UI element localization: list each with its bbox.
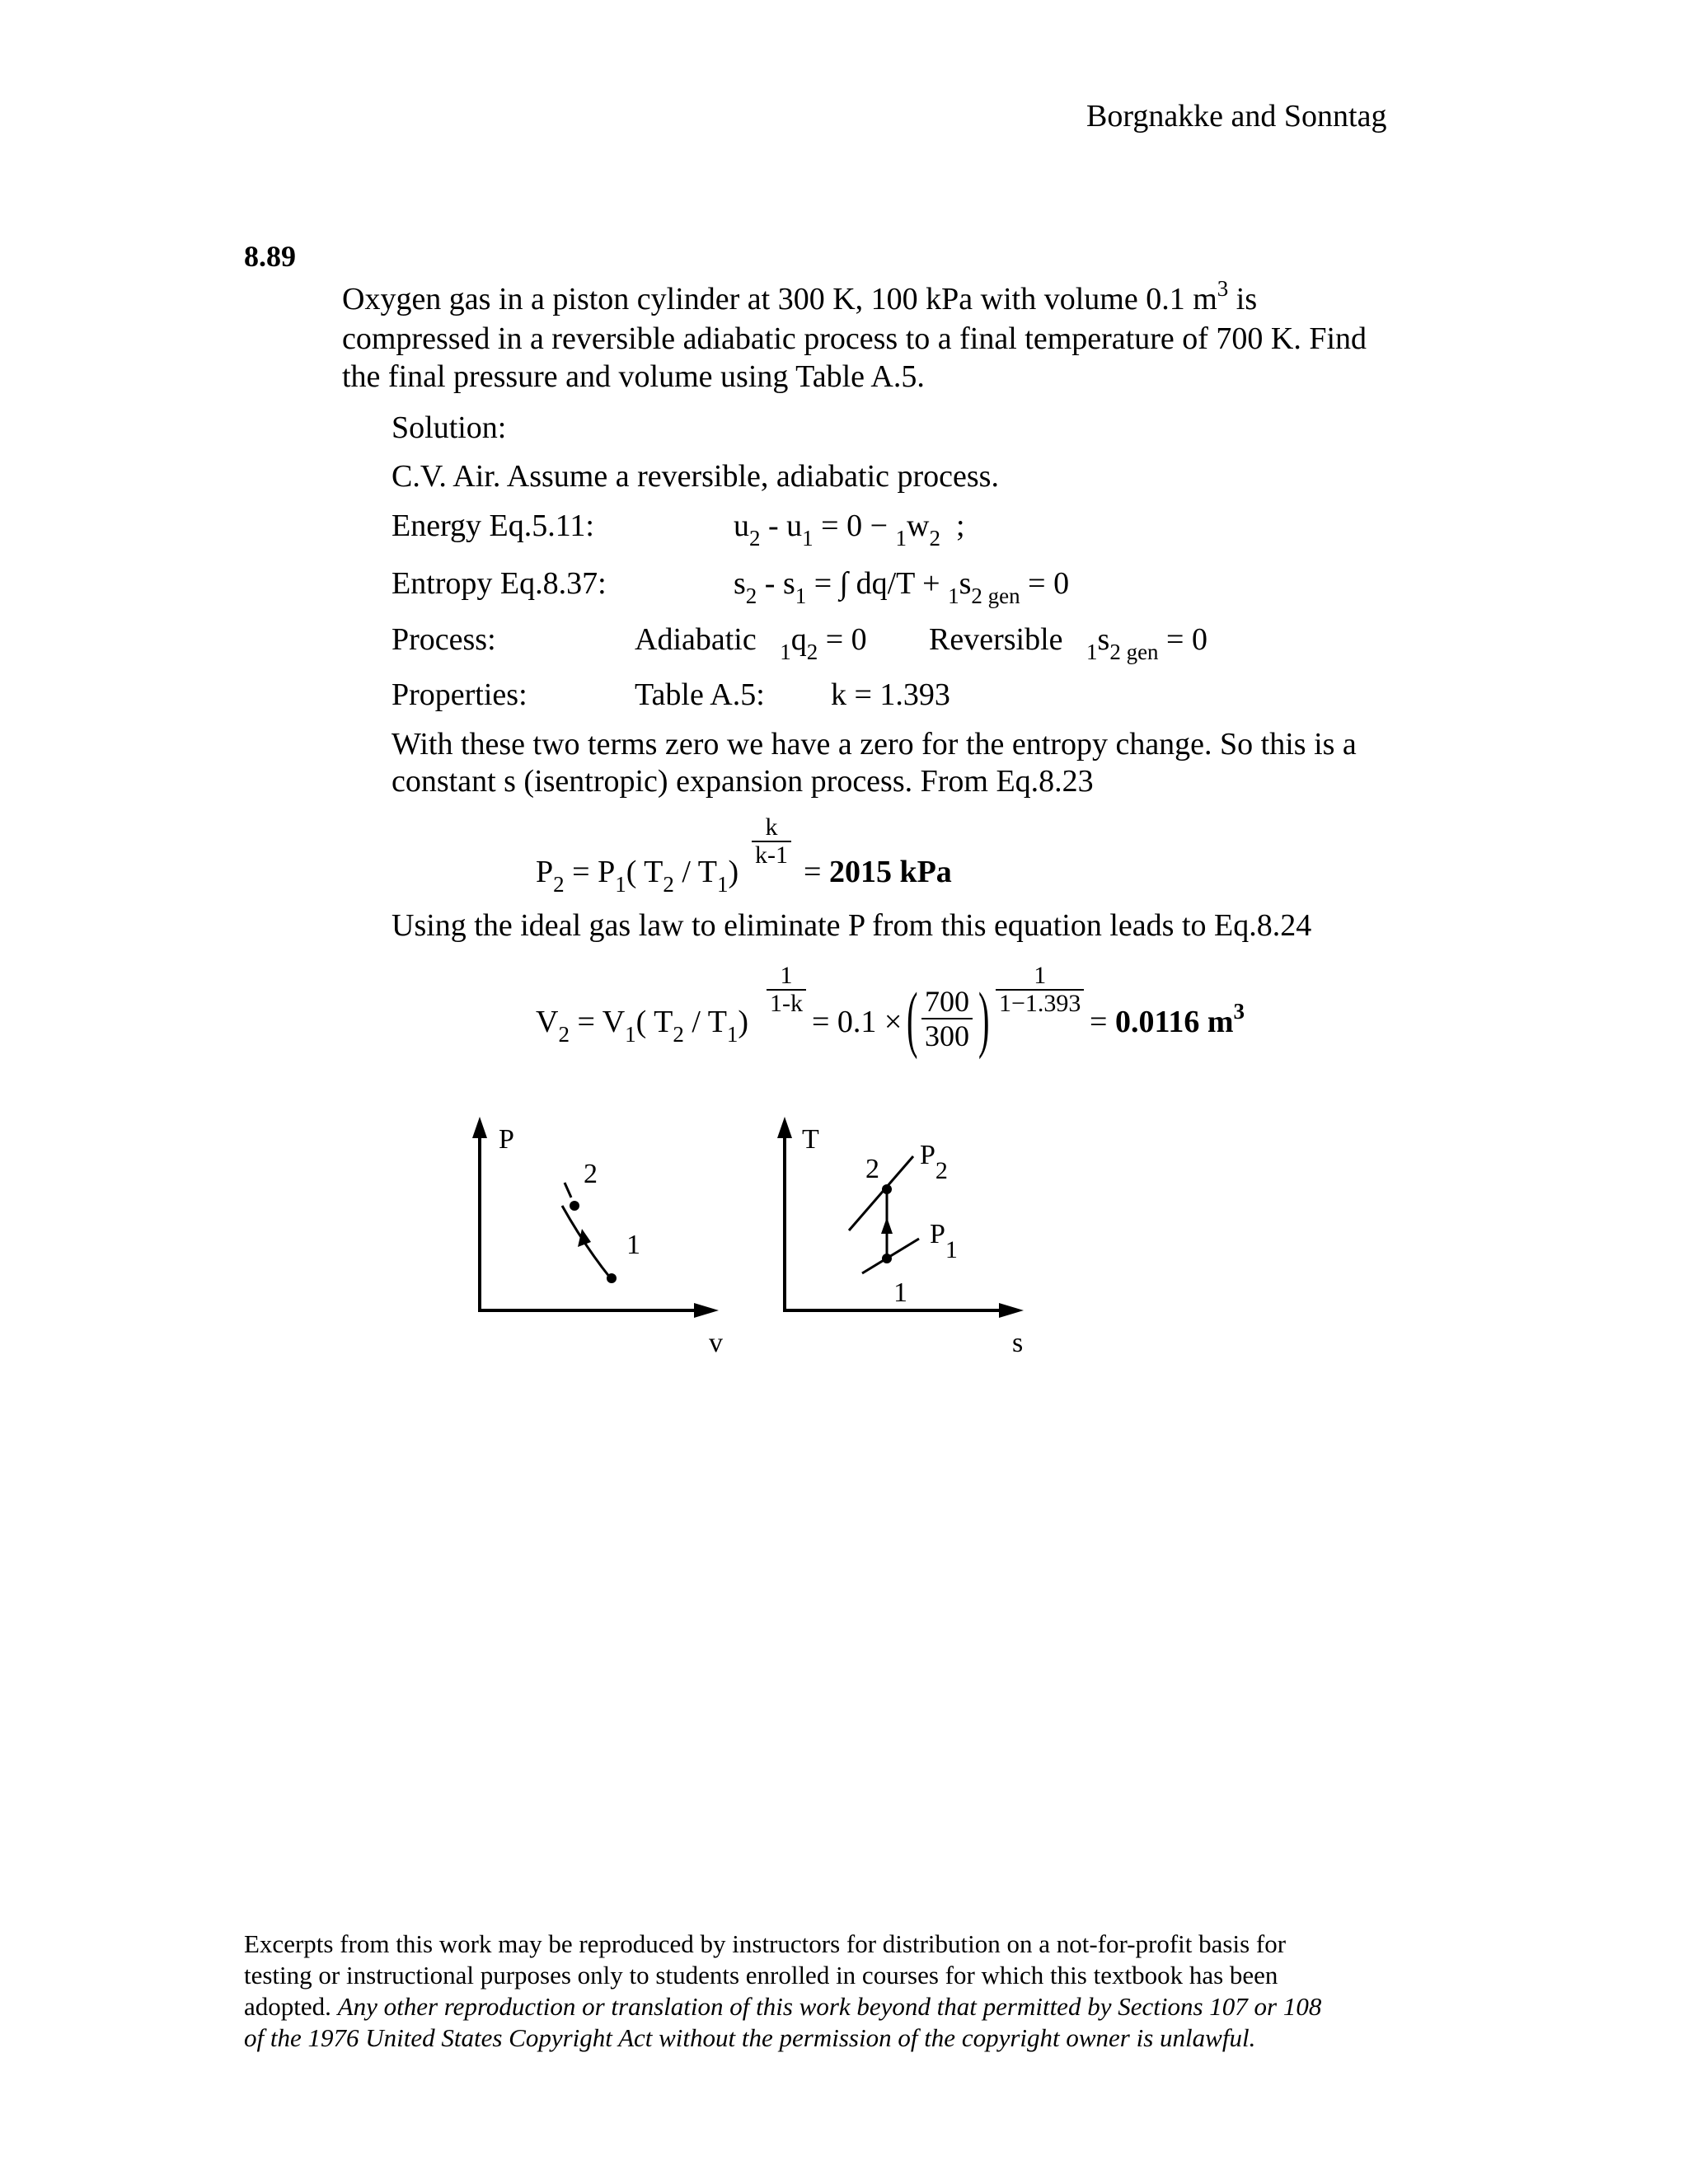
ts-y-axis-label: T — [802, 1124, 819, 1155]
solution-heading: Solution: — [392, 410, 507, 445]
footer-line-2: testing or instructional purposes only to students enrolled in courses for which this textbook has been — [244, 1961, 1278, 1990]
footer-line-3: adopted. Any other reproduction or translation of this work beyond that permitted by Sections 107 or 108 — [244, 1992, 1322, 2021]
v2-equation: $V_2 = V_1$( $T_2 / T_1$) — [536, 1005, 749, 1047]
ts-isobar-p2 — [849, 1156, 913, 1230]
paragraph-line-2: constant s (isentropic) expansion process. From Eq.8.23 — [392, 764, 1094, 799]
ts-x-arrowhead — [999, 1303, 1024, 1318]
pv-state-2-dot — [570, 1201, 579, 1211]
process-reversible: Reversible $_1s_{2 gen} = 0$ — [929, 622, 1207, 664]
page-header-authors: Borgnakke and Sonntag — [1086, 99, 1387, 134]
temperature-ratio-fraction: $\frac{700}{300}$ — [921, 985, 973, 1052]
left-parenthesis: ( — [907, 978, 918, 1060]
footer-line-4: of the 1976 United States Copyright Act without the permission of the copyright owner is unlawful. — [244, 2023, 1256, 2052]
energy-equation: $u_2 - u_1 = 0 - _1w_2$ ; — [734, 509, 965, 551]
pv-x-axis-label: v — [709, 1328, 723, 1358]
pv-x-arrowhead — [694, 1303, 719, 1318]
ideal-gas-line: Using the ideal gas law to eliminate P from this equation leads to Eq.8.24 — [392, 908, 1312, 943]
process-label: Process: — [392, 622, 496, 657]
entropy-equation: $s_2 - s_1$ = ∫ $dq/T + _1s_{2 gen} = 0$ — [734, 566, 1070, 608]
p2-result: = 2015 kPa — [804, 855, 952, 889]
ts-direction-arrow — [881, 1217, 893, 1234]
p2-equation: $P_2 = P_1$( $T_2 / T_1$) — [536, 855, 739, 897]
problem-statement-line-2: compressed in a reversible adiabatic process to a final temperature of 700 K. Find — [342, 321, 1367, 356]
pv-y-axis-label: P — [499, 1124, 514, 1155]
properties-table: Table A.5: — [635, 677, 765, 712]
properties-label: Properties: — [392, 677, 528, 712]
pv-direction-arrow — [578, 1229, 591, 1247]
pv-state-2-label: 2 — [584, 1159, 598, 1189]
pv-diagram — [462, 1117, 734, 1364]
ts-x-axis-label: s — [1012, 1328, 1024, 1358]
control-volume-line: C.V. Air. Assume a reversible, adiabatic process. — [392, 459, 999, 494]
ts-diagram — [767, 1117, 1071, 1364]
pv-y-arrowhead — [472, 1117, 487, 1138]
pv-state-1-dot — [607, 1273, 617, 1283]
ts-state-1-label: 1 — [893, 1277, 907, 1308]
right-parenthesis: ) — [978, 978, 990, 1060]
ts-y-arrowhead — [777, 1117, 792, 1138]
v2-exponent-fraction: $\frac{1}{1-k}$ — [767, 963, 806, 1017]
p2-exponent-fraction: $\frac{k}{k-1}$ — [752, 814, 791, 869]
ts-isobar-p2-label: P2 — [920, 1140, 948, 1184]
process-adiabatic: Adiabatic $_1q_2 = 0$ — [635, 622, 867, 664]
problem-statement-line-3: the final pressure and volume using Table A.5. — [342, 359, 925, 394]
properties-k: k = 1.393 — [831, 677, 950, 712]
pv-state-1-label: 1 — [626, 1230, 640, 1260]
paragraph-line-1: With these two terms zero we have a zero for the entropy change. So this is a — [392, 727, 1357, 762]
problem-statement-line-1: Oxygen gas in a piston cylinder at 300 K, 100 kPa with volume 0.1 $m^3$ is — [342, 276, 1258, 316]
entropy-equation-label: Entropy Eq.8.37: — [392, 566, 607, 601]
ts-state-2-label: 2 — [865, 1154, 879, 1184]
numeric-exponent-fraction: $\frac{1}{1-1.393}$ — [996, 963, 1084, 1017]
footer-line-1: Excerpts from this work may be reproduced by instructors for distribution on a not-for-profit basis for — [244, 1929, 1287, 1958]
footer-notice — [244, 1929, 1321, 2054]
ts-state-1-dot — [882, 1254, 892, 1263]
problem-number: 8.89 — [244, 240, 296, 273]
v2-coefficient: = 0.1 × — [812, 1005, 903, 1039]
pv-curve-extension — [565, 1183, 571, 1197]
energy-equation-label: Energy Eq.5.11: — [392, 509, 594, 543]
ts-state-2-dot — [882, 1184, 892, 1194]
ts-isobar-p1-label: P1 — [930, 1219, 958, 1263]
v2-result: = 0.0116 $m^3$ — [1090, 999, 1245, 1039]
